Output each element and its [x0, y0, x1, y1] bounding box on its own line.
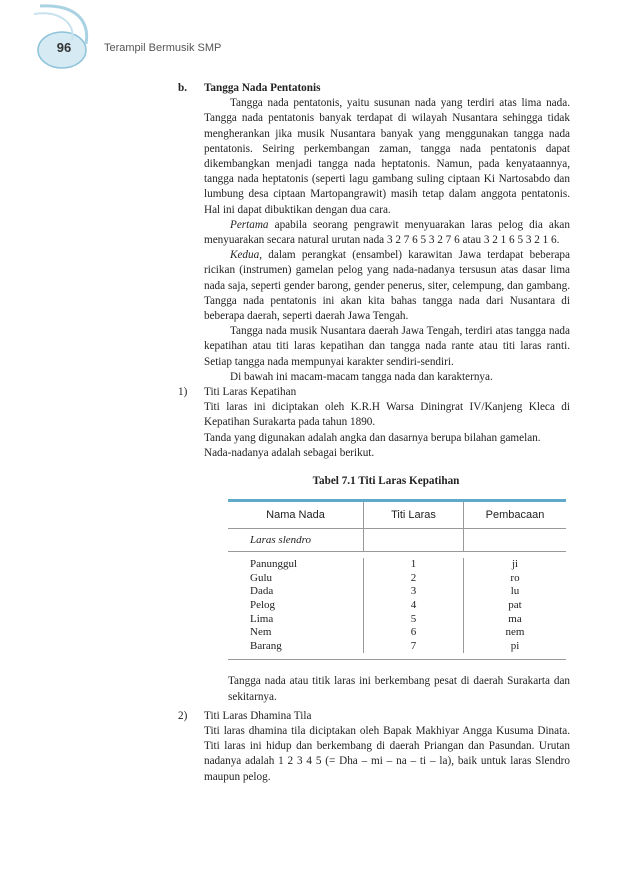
- kedua-emphasis: Kedua: [230, 249, 260, 262]
- table-cell: ma: [508, 612, 522, 625]
- table-header-cell: Titi Laras: [364, 502, 464, 528]
- table-header-cell: Nama Nada: [228, 502, 364, 528]
- table-cell: Panunggul: [250, 558, 298, 571]
- list-item-text: Titi laras dhamina tila diciptakan oleh Bapak Makhiyar Angga Kusuma Dinata. Titi laras ini hidup dan berkembang di daerah Priangan dan Pasundan. Urutan nadanya adalah 1 2 3 4 5 (= Dha – mi – na – ti – la), baik untuk laras Slendro maupun pelog.: [204, 725, 570, 783]
- paragraph-after-table: Tangga nada atau titik laras ini berkembang pesat di daerah Surakarta dan sekitarnya.: [228, 675, 570, 703]
- paragraph-jawa-tengah: Tangga nada musik Nusantara daerah Jawa Tengah, terdiri atas tangga nada kepatihan atau titi laras kepatihan dan tangga nada rante atau titi laras ranti. Setiap tangga nada mempunyai karakter sendiri-sendiri.: [204, 325, 570, 368]
- page-content: [178, 81, 570, 785]
- table-cell: Dada: [250, 585, 274, 598]
- list-item-title: Titi Laras Dhamina Tila: [204, 709, 312, 722]
- paragraph-pentatonis: Tangga nada pentatonis, yaitu susunan nada yang terdiri atas lima nada. Tangga nada pentatonis banyak terdapat di wilayah Nusantara sehingga tidak mengherankan jika musik Nusantara banyak yang menggunakan tangga nada pentatonis. Seiring perkembangan zaman, tangga nada pentatonis dapat dikembangkan menjadi tangga nada heptatonis. Namun, pada kenyataannya, tangga nada heptatonis (seperti lagu gambang suling ciptaan Ki Nartosabdo dan lumbung desa ciptaan Martopangrawit) masih tetap dalam anggota pentatonis. Hal ini dapat dibuktikan dengan dua cara.: [204, 97, 570, 216]
- table-cell: Nem: [250, 626, 272, 639]
- section-heading: [178, 81, 570, 96]
- table-column-pembacaan: [464, 558, 566, 653]
- table-cell: lu: [510, 585, 520, 598]
- table-body: [228, 552, 566, 660]
- table-cell: 2: [410, 571, 417, 584]
- titi-laras-table: [228, 499, 566, 660]
- paragraph-di-bawah: Di bawah ini macam-macam tangga nada dan karakternya.: [230, 370, 493, 383]
- section-label: b.: [178, 82, 188, 94]
- table-cell: Gulu: [250, 571, 272, 584]
- paragraph-pertama: [204, 218, 570, 248]
- table-cell: 5: [410, 612, 417, 625]
- list-item-title: Titi Laras Kepatihan: [204, 386, 297, 399]
- kedua-text: , dalam perangkat (ensambel) karawitan Jawa terdapat beberapa ricikan (instrumen) gamelan pelog yang nada-nadanya tersusun atas dasar lima nada saja, seperti gender barong, gender penerus, siter, celempung, dan gambang. Tangga nada pentatonis ini akan kita bahas tangga nada dari Nusantara di beberapa daerah, seperti daerah Jawa Tengah.: [204, 249, 570, 323]
- table-cell: Barang: [250, 639, 282, 652]
- list-item-2: [178, 709, 570, 785]
- list-item-text: Titi laras ini diciptakan oleh K.R.H Warsa Diningrat IV/Kanjeng Kleca di Kepatihan Surakarta pada tahun 1890.: [204, 401, 570, 429]
- running-header-title: Terampil Bermusik SMP: [104, 42, 222, 54]
- section-title: Tangga Nada Pentatonis: [204, 82, 321, 94]
- table-cell: pi: [510, 639, 520, 652]
- table-column-titi-laras: [364, 558, 464, 653]
- paragraph-kedua: [204, 248, 570, 324]
- section-body: [204, 96, 570, 385]
- table-cell: 6: [410, 626, 417, 639]
- table-cell: Pelog: [250, 599, 276, 612]
- list-item-number: 1): [178, 386, 188, 399]
- table-subheader-row: [228, 529, 566, 552]
- table-cell: ro: [510, 571, 520, 584]
- table-header-row: [228, 502, 566, 529]
- list-item-text: Nada-nadanya adalah sebagai berikut.: [204, 446, 375, 459]
- table-cell: nem: [505, 626, 525, 639]
- table-cell: pat: [508, 599, 522, 612]
- table-cell: 4: [410, 599, 417, 612]
- table-cell: Lima: [250, 612, 274, 625]
- pertama-text: apabila seorang pengrawit menyuarakan laras pelog dia akan menyuarakan secara natural urutan nada 3 2 7 6 5 3 2 7 6 atau 3 2 1 6 5 3 2 1 6.: [204, 218, 570, 247]
- page-number: 96: [56, 40, 72, 55]
- list-item-number: 2): [178, 709, 188, 722]
- table-cell: ji: [511, 558, 519, 571]
- table-column-nama-nada: [228, 558, 364, 653]
- pertama-emphasis: Pertama: [230, 218, 269, 231]
- table-subheader-cell: Laras slendro: [228, 529, 364, 551]
- table-caption: Tabel 7.1 Titi Laras Kepatihan: [312, 475, 460, 488]
- table-header-cell: Pembacaan: [485, 509, 545, 522]
- list-item-1: [178, 385, 570, 461]
- table-cell: 3: [410, 585, 417, 598]
- list-item-text: Tanda yang digunakan adalah angka dan dasarnya berupa bilahan gamelan.: [204, 431, 541, 444]
- table-cell: 1: [410, 558, 417, 571]
- table-cell: 7: [410, 639, 417, 652]
